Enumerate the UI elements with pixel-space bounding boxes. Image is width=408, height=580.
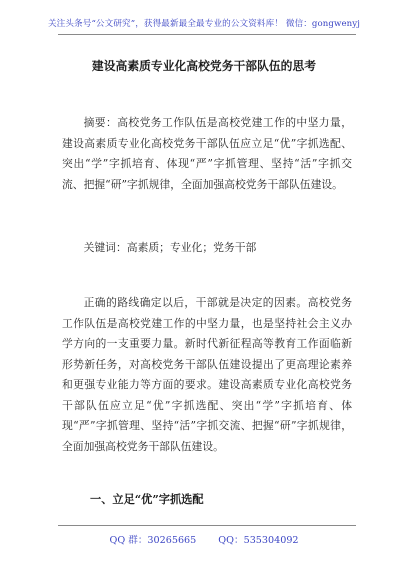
footer-qq-group: QQ 群：30265665 [109,535,197,546]
abstract-paragraph: 摘要：高校党务工作队伍是高校党建工作的中坚力量，建设高素质专业化高校党务干部队伍应立足“优”字抓选配、突出“学”字抓培育、体现“严”字抓管理、坚持“活”字抓交流、把握“研”字抓规律，全面加强高校党务干部队伍建设。 [62,116,352,191]
intro-paragraph: 正确的路线确定以后，干部就是决定的因素。高校党务工作队伍是高校党建工作的中坚力量，也是坚持社会主义办学方向的一支重要力量。新时代新征程高等教育工作面临新形势新任务，对高校党务干部队伍建设提出了更高理论素养和更强专业能力等方面的要求。建设高素质专业化高校党务干部队伍应立足“优”字抓选配、突出“学”字抓培育、体现“严”字抓管理、坚持“活”字抓交流、把握“研”字抓规律，全面加强高校党务干部队伍建设。 [62,296,352,453]
keywords-paragraph: 关键词：高素质；专业化；党务干部 [83,241,257,254]
footer [0,532,408,546]
footer-divider [58,525,356,526]
document-title: 建设高素质专业化高校党务干部队伍的思考 [91,59,317,73]
header-divider [58,34,356,35]
footer-qq: QQ：535304092 [218,535,299,546]
section-heading: 一、立足“优”字抓选配 [90,492,204,506]
header-note: 关注头条号“公文研究”，获得最新最全最专业的公文资料库！ 微信：gongwenyj [47,19,361,29]
